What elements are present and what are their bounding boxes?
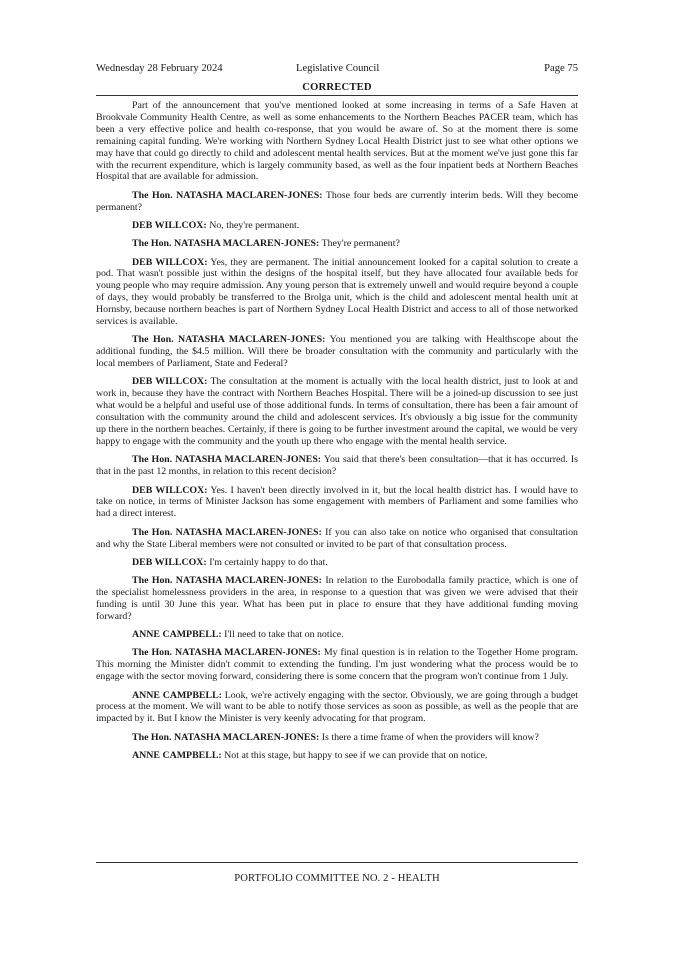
speaker-name: The Hon. NATASHA MACLAREN-JONES: xyxy=(132,575,322,587)
speaker-name: DEB WILLCOX: xyxy=(132,556,207,568)
speech-text: Yes, they are permanent. The initial announcement looked for a capital solution to create a pod. That wasn't possible just within the designs of the hospital itself, but they have allocated four available beds for young people who may require admission. Any young person that is extremely unwell and would require beyond a couple of days, they would probably be transferred to the Brolga unit, which is the child and adolescent mental health unit at Hornsby, because northern beaches is part of Northern Sydney Local Health District and access to all of those networked services is available. xyxy=(96,256,578,328)
transcript-paragraph xyxy=(96,220,578,232)
speaker-name: DEB WILLCOX: xyxy=(132,219,207,231)
speech-text: I'm certainly happy to do that. xyxy=(209,556,328,568)
speech-text: Look, we're actively engaging with the sector. Obviously, we are going through a budget process at the moment. We will want to be able to notify those services as soon as possible, as well as the people that are impacted by it. But I know the Minister is very keenly advocating for that program. xyxy=(96,689,579,725)
speaker-name: ANNE CAMPBELL: xyxy=(132,749,222,761)
speaker-name: The Hon. NATASHA MACLAREN-JONES: xyxy=(132,731,320,743)
speech-text: Is there a time frame of when the providers will know? xyxy=(321,731,539,743)
transcript-paragraph xyxy=(96,575,578,623)
footer-divider xyxy=(96,862,578,863)
transcript-paragraph xyxy=(96,100,578,183)
header-page-number: Page 75 xyxy=(544,63,578,74)
header-divider xyxy=(96,95,578,96)
speaker-name: The Hon. NATASHA MACLAREN-JONES: xyxy=(132,526,322,538)
speech-text: My final question is in relation to the Together Home program. This morning the Minister didn't commit to extending the funding. I'm just wondering what the process would be to engage with the sector moving forward, considering there is some concern that the program won't continue from 1 July. xyxy=(96,647,579,683)
transcript-paragraph xyxy=(96,190,578,214)
speech-text: Yes. I haven't been directly involved in it, but the local health district has. I would have to take on notice, in terms of Minister Jackson has some engagement with members of Parliament and some families who had a direct interest. xyxy=(96,484,578,520)
header-date: Wednesday 28 February 2024 xyxy=(96,63,223,74)
speaker-name: The Hon. NATASHA MACLAREN-JONES: xyxy=(132,238,320,250)
speaker-name: The Hon. NATASHA MACLAREN-JONES: xyxy=(132,334,326,346)
speaker-name: DEB WILLCOX: xyxy=(132,484,208,496)
speaker-name: ANNE CAMPBELL: xyxy=(132,689,222,701)
transcript-paragraph xyxy=(96,454,578,478)
transcript-paragraph xyxy=(96,238,578,250)
transcript-paragraph xyxy=(96,485,578,521)
transcript-paragraph xyxy=(96,376,578,447)
speech-text: You mentioned you are talking with Healthscope about the additional funding, the $4.5 million. Will there be broader consultation with the community and particularly with the local members of Parliament, State and Federal? xyxy=(96,334,579,370)
speaker-name: The Hon. NATASHA MACLAREN-JONES: xyxy=(132,189,323,201)
speech-text: In relation to the Eurobodalla family practice, which is one of the specialist homelessness providers in the area, in response to a question that was given we were advised that their funding is until 30 June this year. What has been put in place to ensure that they have additional funding moving forward? xyxy=(96,575,578,622)
corrected-status: CORRECTED xyxy=(302,82,372,93)
transcript-paragraph xyxy=(96,647,578,683)
footer-committee: PORTFOLIO COMMITTEE NO. 2 - HEALTH xyxy=(234,873,440,884)
speaker-name: ANNE CAMPBELL: xyxy=(132,629,222,641)
speech-text: Not at this stage, but happy to see if we can provide that on notice. xyxy=(224,749,488,761)
transcript-paragraph xyxy=(96,690,578,726)
speech-text: Part of the announcement that you've mentioned looked at some increasing in terms of a Safe Haven at Brookvale Community Health Centre, as well as some enhancements to the Northern Beaches PACER team, which has been a very effective police and health co-response, that you would be aware of. So at the moment there is some remaining capital funding. We're working with Northern Sydney Local Health District just to see what other options we may have that could go directly to child and adolescent mental health services. But at the moment we've just gone this far with the recurrent expenditure, which is largely community based, as well as the four inpatient beds at Northern Beaches Hospital that are available for admission. xyxy=(96,100,578,183)
speaker-name: The Hon. NATASHA MACLAREN-JONES: xyxy=(132,454,322,466)
speech-text: If you can also take on notice who organised that consultation and why the State Liberal members were not consulted or invited to be part of that consultation process. xyxy=(96,526,578,550)
transcript-paragraph xyxy=(96,527,578,551)
speech-text: They're permanent? xyxy=(321,238,400,250)
transcript-paragraph xyxy=(96,732,578,744)
transcript-paragraph xyxy=(96,334,578,370)
speech-text: I'll need to take that on notice. xyxy=(224,629,344,641)
speech-text: You said that there's been consultation—that it has occurred. Is that in the past 12 months, in relation to this recent decision? xyxy=(96,454,578,478)
speech-text: No, they're permanent. xyxy=(209,219,300,231)
speaker-name: The Hon. NATASHA MACLAREN-JONES: xyxy=(132,647,321,659)
header-chamber: Legislative Council xyxy=(296,63,380,74)
transcript-paragraph xyxy=(96,750,578,762)
transcript-paragraph xyxy=(96,629,578,641)
transcript-paragraph xyxy=(96,557,578,569)
speaker-name: DEB WILLCOX: xyxy=(132,256,208,268)
speaker-name: DEB WILLCOX: xyxy=(132,376,208,388)
speech-text: Those four beds are currently interim beds. Will they become permanent? xyxy=(96,189,578,213)
speech-text: The consultation at the moment is actually with the local health district, just to look at and work in, because they have the contract with Northern Beaches Hospital. There will be a joined-up discussion to see just what would be a helpful and useful use of those additional funds. In terms of consultation, there has been a fair amount of consultation with the community around the child and adolescent services. It's obviously a big issue for the community up there in the northern beaches. Certainly, if there is going to be further investment around the capital, we would be very happy to engage with the community and the youth up there who engage with the mental health service. xyxy=(96,376,578,447)
transcript-body xyxy=(96,100,578,768)
transcript-paragraph xyxy=(96,257,578,328)
